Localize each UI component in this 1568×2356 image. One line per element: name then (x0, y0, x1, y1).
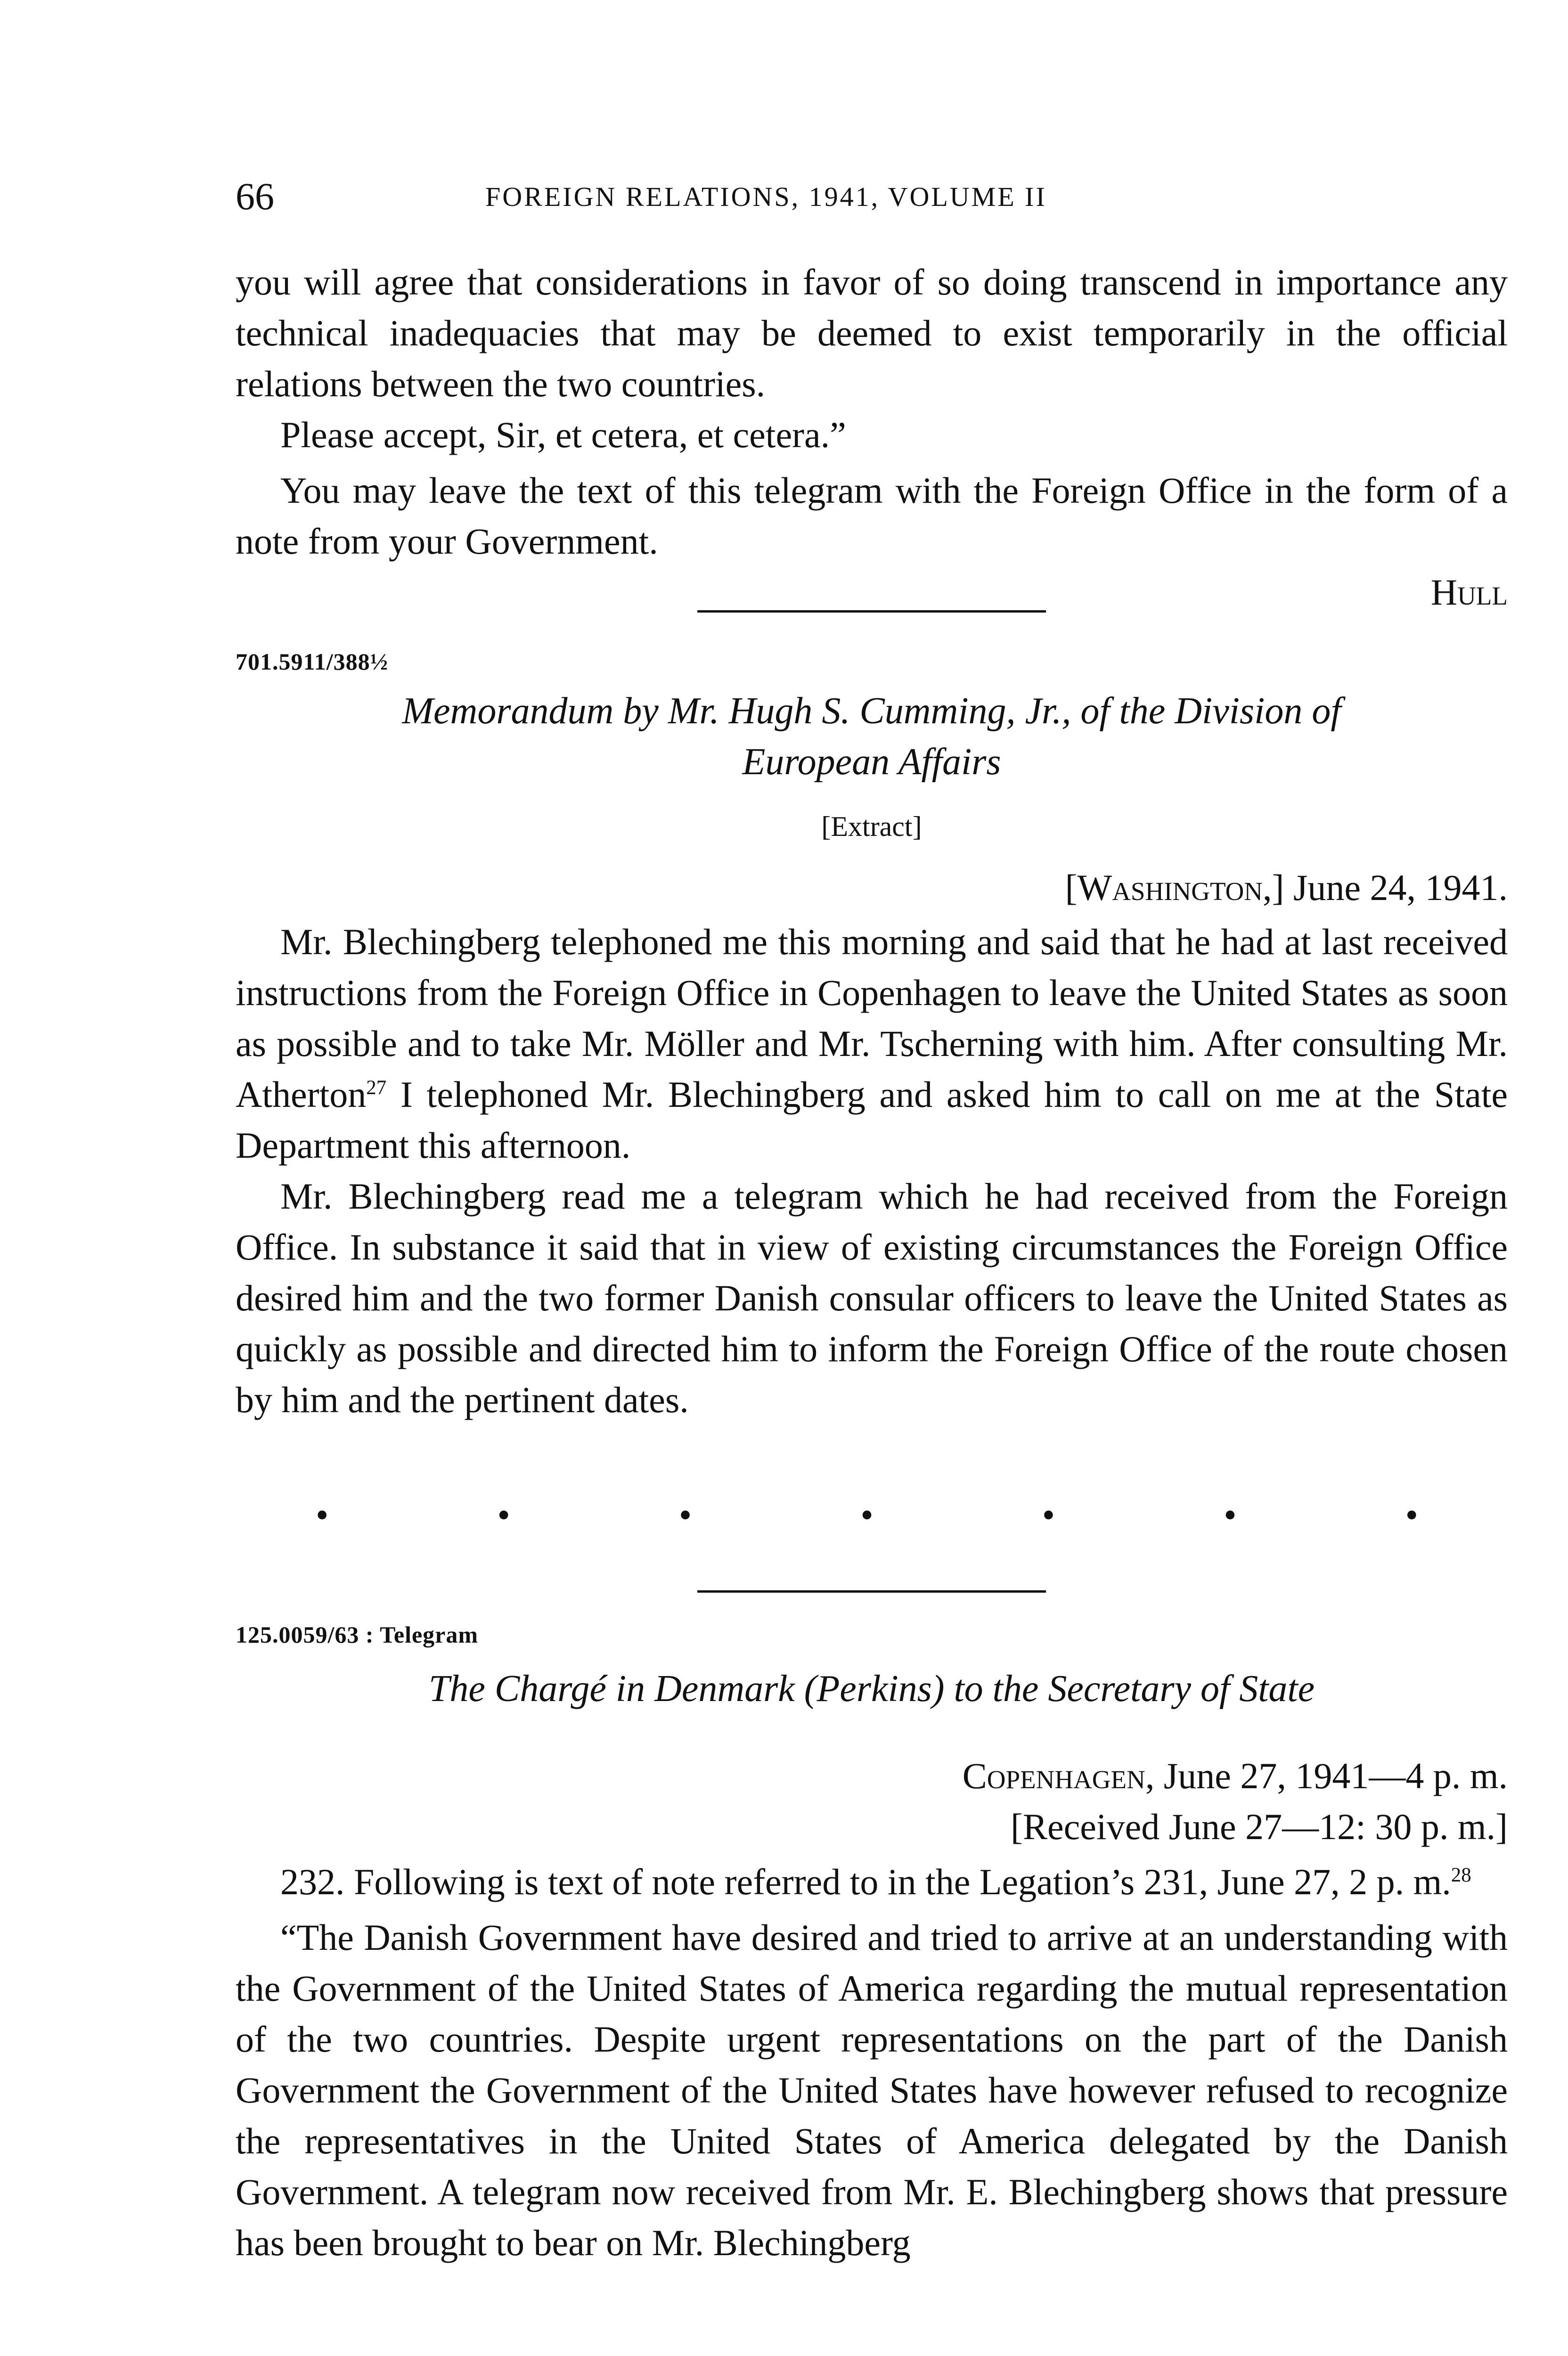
body-text: I telephoned Mr. Blechingberg and asked him to call on me at the State Department this afternoon. (236, 1074, 1508, 1166)
instruction-paragraph: You may leave the text of this telegram with the Foreign Office in the form of a note from your Government. (236, 470, 1508, 562)
page-header (236, 174, 1508, 221)
ellipsis-dot: • (860, 1494, 874, 1535)
memorandum-body (236, 916, 1508, 1425)
document-title-line: Memorandum by Mr. Hugh S. Cumming, Jr., of the Division of (402, 690, 1341, 732)
closing-paragraph: Please accept, Sir, et cetera, et cetera.” (280, 414, 846, 455)
ellipsis-dot: • (497, 1494, 510, 1535)
file-number: 701.5911/388½ (236, 648, 389, 675)
ellipsis-row (316, 1494, 1418, 1536)
telegram-dateline (236, 1751, 1508, 1852)
dateline-date: June 27, 1941—4 p. m. (1154, 1755, 1508, 1796)
continuation-text (236, 257, 1508, 618)
body-paragraph: “The Danish Government have desired and tried to arrive at an understanding with the Government of the United States of America regarding the mutual representation of the two countries. Despite urgent representations on the part of the Danish Government the Government of the United States have however refused to recognize the representatives in the United States of America delegated by the Danish Government. A telegram now received from Mr. E. Blechingberg shows that pressure has been brought to bear on Mr. Blechingberg (236, 1917, 1508, 2263)
ellipsis-dot: • (1042, 1494, 1055, 1535)
document-page (236, 0, 1508, 2356)
continuation-paragraph: you will agree that considerations in favor of so doing transcend in importance any technical inadequacies that may be deemed to exist temporarily in the official relations between the two countries. (236, 262, 1508, 404)
dateline-place: [Washington,] (1065, 867, 1284, 908)
dateline-place: Copenhagen, (962, 1755, 1155, 1796)
telegram-title: The Chargé in Denmark (Perkins) to the Secretary of State (428, 1668, 1315, 1710)
ellipsis-dot: • (1224, 1494, 1237, 1535)
document-title (236, 686, 1508, 787)
dateline-line (236, 1751, 1508, 1801)
extract-label: [Extract] (821, 811, 922, 842)
ellipsis-dot: • (316, 1494, 329, 1535)
dateline (236, 862, 1508, 913)
telegram-body (236, 1857, 1508, 2268)
section-divider (697, 1590, 1046, 1593)
footnote-ref: 28 (1451, 1864, 1471, 1886)
signature: Hull (1430, 572, 1508, 613)
body-text: 232. Following is text of note referred to in the Legation’s 231, June 27, 2 p. m. (280, 1861, 1451, 1902)
dateline-date: June 24, 1941. (1293, 867, 1508, 908)
received-line: [Received June 27—12: 30 p. m.] (1011, 1806, 1508, 1847)
running-title: FOREIGN RELATIONS, 1941, VOLUME II (485, 181, 1047, 212)
footnote-ref: 27 (366, 1077, 387, 1099)
ellipsis-dot: • (678, 1494, 692, 1535)
body-paragraph: Mr. Blechingberg read me a telegram which he had received from the Foreign Office. In substance it said that in view of existing circumstances the Foreign Office desired him and the two former Danish consular officers to leave the United States as quickly as possible and directed him to inform the Foreign Office of the route chosen by him and the pertinent dates. (236, 1176, 1508, 1420)
document-title-line: European Affairs (742, 741, 1001, 783)
page-number: 66 (236, 175, 274, 218)
body-paragraph (236, 916, 1508, 1171)
file-number: 125.0059/63 : Telegram (236, 1621, 479, 1648)
section-divider (697, 610, 1046, 613)
body-text: Mr. Blechingberg telephoned me this morning and said that he had at last received instructions from the Foreign Office in Copenhagen to leave the United States as soon as possible and to take Mr. Möller and Mr. Tscherning with him. After consulting Mr. Atherton (236, 921, 1508, 1115)
body-paragraph (236, 1857, 1508, 1907)
ellipsis-dot: • (1405, 1494, 1418, 1535)
